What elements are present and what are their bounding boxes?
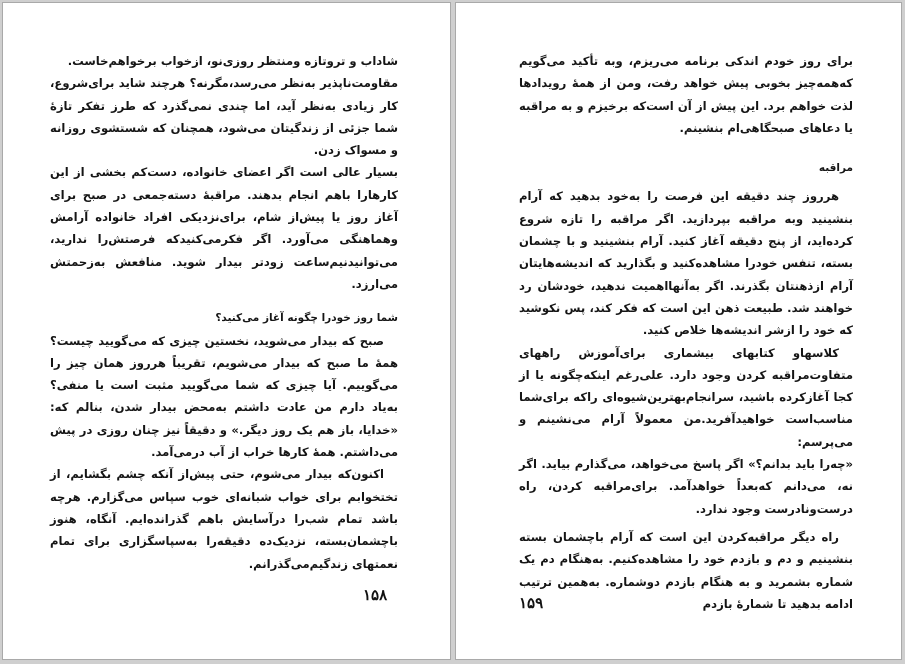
- left-section-heading: شما روز خودرا چگونه آغاز می‌کنید؟: [215, 312, 398, 325]
- left-page: [2, 2, 451, 660]
- right-paragraph-1: برای روز خودم اندکی برنامه می‌ریزم، وبه تأکید می‌گویم که‌همه‌چیز بخوبی پیش خواهد رفت، ومن از همهٔ رویدادها لذت خواهم برد. این پیش از آن است‌که برخیزم و به مراقبه یا دعاهای صبحگاهی‌ام بنشینم.: [519, 54, 853, 135]
- left-paragraph-4: صبح که بیدار می‌شوید، نخستین چیزی که می‌گویید چیست؟ همهٔ ما صبح که بیدار می‌شویم، تقریباً هرروز همان چیز را می‌گوییم. آیا چیزی که شما می‌گویید مثبت است یا منفی؟ به‌یاد دارم من عادت داشتم به‌محض بیدار شدن، بنالم که: «خدایا، باز هم یک روز دیگر.» و دقیقاً نیز چنان روزی در پیش می‌داشتم. همهٔ کارها خراب از آب درمی‌آمد.: [50, 333, 398, 460]
- right-paragraph-4: «چه‌را باید بدانم؟» اگر پاسخ می‌خواهد، می‌گذارم بیاید. اگر نه، می‌دانم که‌بعداً خواهد‌آمد. برای‌مراقبه کردن، راه درست‌ونادرست وجود ندارد.: [519, 457, 853, 516]
- left-paragraph-3: بسیار عالی است اگر اعضای خانواده، دست‌کم بخشی از این کارهارا باهم انجام بدهند. مراقبهٔ دسته‌جمعی در صبح برای آغاز روز یا پیش‌از شام، برای‌نزدیکی افراد خانواده آرامش وهماهنگی می‌آورد. اگر فکرمی‌کنیدکه فرصتش‌را ندارید، می‌توانیدنیم‌ساعت زودتر بیدار شوید. منافعش به‌زحمتش می‌ارزد.: [50, 165, 398, 291]
- left-paragraph-5: اکنون‌که بیدار می‌شوم، حتی پیش‌از آنکه چشم بگشایم، از تختخوابم برای خواب شبانه‌ای خوب سپاس می‌گزارم. هرچه باشد تمام شب‌را درآسایش باهم گذرانده‌ایم. آنگاه، هنوز باچشمان‌بسته، نزدیک‌ده دقیقه‌را به‌سپاسگزاری برای تمام نعمتهای زندگیم‌می‌گذرانم.: [50, 467, 398, 571]
- right-page-text: [519, 50, 853, 615]
- right-paragraph-5: راه دیگر مراقبه‌کردن این است که آرام باچشمان بسته بنشینیم و دم و بازدم خود را مشاهده‌کنیم. به‌هنگام دم یک شماره بشمرید و به هنگام بازدم دوشماره. به‌همین ترتیب ادامه بدهید تا شمارهٔ بازدم: [519, 529, 853, 611]
- right-paragraph-3: کلاسهاو کتابهای بیشماری برای‌آموزش راههای متفاوت‌مراقبه کردن وجود دارد. علی‌رغم اینکه‌چگونه یا از کجا آغازکرده باشید، سرانجام‌بهترین‌شیوه‌ای راکه برای‌شما مناسب‌است خواهیدآفرید.من معمولاً آرام می‌نشینم و می‌پرسم:: [519, 345, 853, 449]
- left-page-number: ۱۵۸: [363, 586, 388, 604]
- left-page-text: [50, 50, 398, 575]
- right-paragraph-2: هرروز چند دقیقه این فرصت را به‌خود بدهید که آرام بنشینید وبه مراقبه بپردازید. اگر مراقبه را تازه شروع کرده‌اید، از پنج دقیقه آغاز کنید. آرام بنشینید و با چشمان بسته، تنفس خودرا مشاهده‌کنید و بگذارید که اندیشه‌هایتان آرام ازذهنتان بگذرند. اگر به‌آنهااهمیت ندهید، خودشان رد خواهند شد. طبیعت ذهن این است که فکر کند، پس نکوشید که خود را ازشر اندیشه‌ها خلاص کنید.: [519, 189, 853, 338]
- left-paragraph-1: شاداب و تروتازه ومنتظر روزی‌نو، ازخواب برخواهم‌خاست.: [67, 54, 398, 68]
- right-section-heading: مراقبه: [818, 162, 853, 175]
- left-paragraph-2: مقاومت‌ناپذیر به‌نظر می‌رسد،مگرنه؟ هرچند شاید برای‌شروع، کار زیادی به‌نظر آید، اما چندی نمی‌گذرد که طرز تفکر تازهٔ شما جزئی از زندگیتان می‌شود، همچنان که شستشوی روزانه و مسواک زدن.: [50, 76, 398, 158]
- right-page-number: ۱۵۹: [519, 594, 544, 612]
- right-page: [455, 2, 902, 660]
